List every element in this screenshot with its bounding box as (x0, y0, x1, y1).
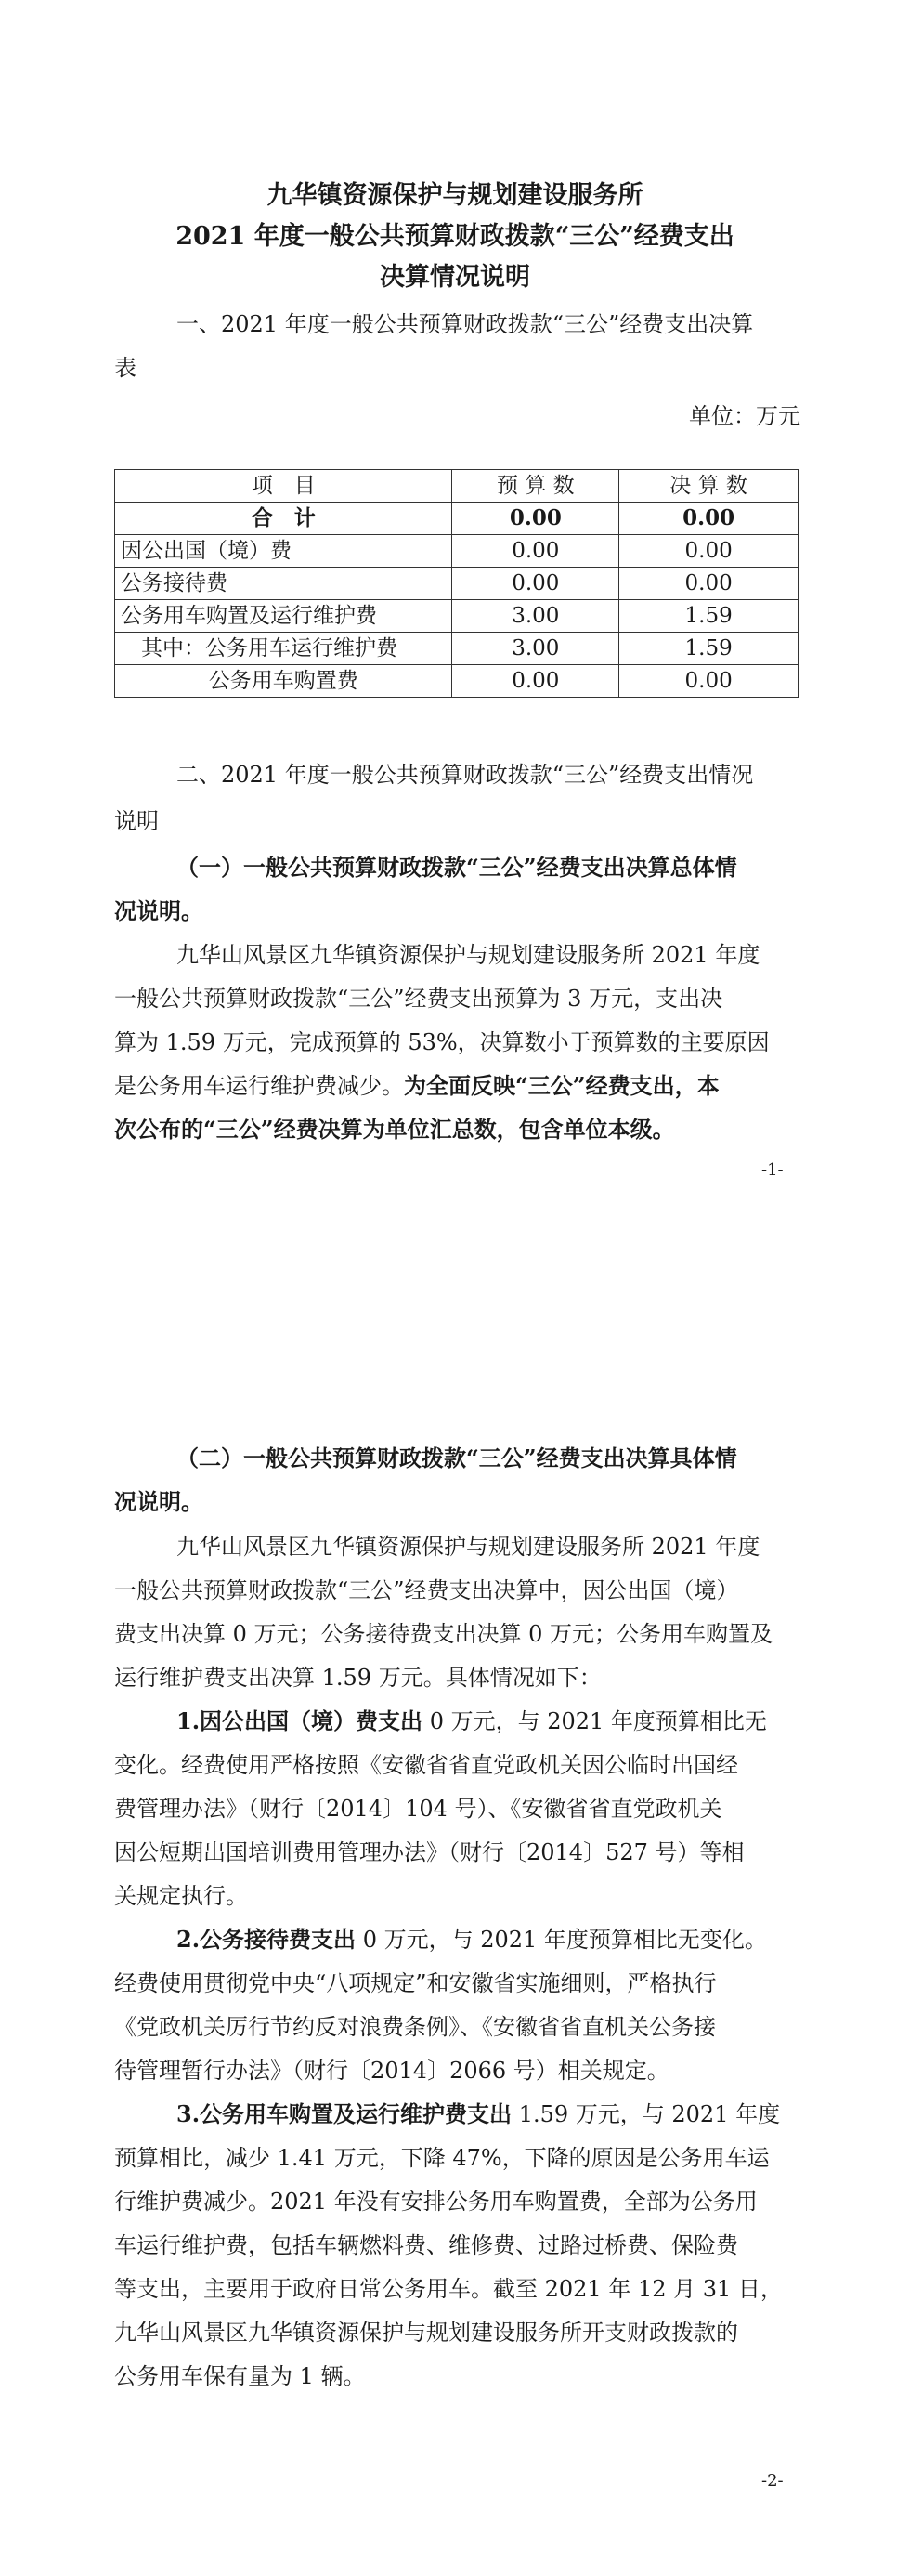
intro-line: 一般公共预算财政拨款“三公”经费支出决算中，因公出国（境） (114, 1577, 739, 1603)
item1-first-line (176, 1700, 808, 1743)
sub1-body-line: 一般公共预算财政拨款“三公”经费支出预算为 3 万元，支出决 (114, 986, 723, 1012)
doc-title-line-2: 2021 年度一般公共预算财政拨款“三公”经费支出 (176, 222, 734, 251)
table-row (115, 503, 799, 535)
item3-first-line (176, 2093, 808, 2136)
row-budget: 3.00 (452, 600, 619, 633)
sub1-heading: （一）一般公共预算财政拨款“三公”经费支出决算总体情 (176, 854, 737, 881)
item3-line: 车运行维护费，包括车辆燃料费、维修费、过路过桥费、保险费 (114, 2232, 738, 2258)
table-row (115, 600, 799, 633)
item1-first-text: 0 万元，与 2021 年度预算相比无 (422, 1708, 767, 1734)
row-budget: 0.00 (452, 568, 619, 600)
row-budget: 3.00 (452, 633, 619, 665)
sub1-body-bold-line: 次公布的“三公”经费决算为单位汇总数，包含单位本级。 (114, 1116, 675, 1143)
intro-line: 九华山风景区九华镇资源保护与规划建设服务所 2021 年度 (176, 1534, 760, 1560)
item3-label: 3.公务用车购置及运行维护费支出 (176, 2100, 513, 2127)
header-final: 决 算 数 (619, 470, 799, 503)
row-item: 因公出国（境）费 (115, 535, 452, 568)
header-item: 项 目 (115, 470, 452, 503)
section2-heading-cont: 说明 (114, 808, 159, 834)
section1-heading-cont: 表 (114, 355, 136, 381)
item1-line: 关规定执行。 (114, 1883, 248, 1909)
row-budget: 0.00 (452, 665, 619, 698)
item3-first-text: 1.59 万元，与 2021 年度 (512, 2101, 781, 2127)
item3-line: 预算相比，减少 1.41 万元，下降 47%，下降的原因是公务用车运 (114, 2145, 770, 2171)
row-final: 1.59 (619, 633, 799, 665)
item3-line: 等支出，主要用于政府日常公务用车。截至 2021 年 12 月 31 日， (114, 2276, 783, 2302)
item3-line: 行维护费减少。2021 年没有安排公务用车购置费，全部为公务用 (114, 2189, 758, 2215)
sub1-heading-cont: 况说明。 (114, 897, 203, 924)
item2-line: 《党政机关厉行节约反对浪费条例》、《安徽省省直机关公务接 (114, 2014, 716, 2040)
row-budget: 0.00 (452, 535, 619, 568)
table-row (115, 633, 799, 665)
sub1-body-line-mixed (114, 1065, 801, 1107)
sub1-body-bold: 为全面反映“三公”经费支出，本 (404, 1072, 720, 1099)
intro-line: 运行维护费支出决算 1.59 万元。具体情况如下： (114, 1665, 602, 1691)
row-final: 0.00 (619, 568, 799, 600)
row-item: 其中：公务用车运行维护费 (115, 633, 452, 665)
sub1-body-line: 算为 1.59 万元，完成预算的 53%，决算数小于预算数的主要原因 (114, 1029, 770, 1055)
item1-line: 因公短期出国培训费用管理办法》（财行〔2014〕527 号）等相 (114, 1839, 745, 1865)
row-final: 1.59 (619, 600, 799, 633)
doc-title-line-1: 九华镇资源保护与规划建设服务所 (266, 181, 644, 210)
sub2-heading: （二）一般公共预算财政拨款“三公”经费支出决算具体情 (176, 1445, 737, 1471)
page-number-1: -1- (761, 1160, 784, 1180)
row-final: 0.00 (619, 665, 799, 698)
item2-line: 待管理暂行办法》（财行〔2014〕2066 号）相关规定。 (114, 2058, 670, 2084)
sub1-body-text: 是公务用车运行维护费减少。 (114, 1073, 404, 1099)
table-row (115, 665, 799, 698)
intro-line: 费支出决算 0 万元；公务接待费支出决算 0 万元；公务用车购置及 (114, 1621, 774, 1647)
item2-first-line (176, 1918, 808, 1961)
sangong-table (114, 469, 799, 698)
row-item: 公务用车购置费 (115, 665, 452, 698)
row-budget: 0.00 (452, 503, 619, 535)
item2-line: 经费使用贯彻党中央“八项规定”和安徽省实施细则，严格执行 (114, 1970, 717, 1996)
item2-label: 2.公务接待费支出 (176, 1926, 357, 1953)
doc-title-line-3: 决算情况说明 (380, 263, 530, 292)
page-number-2: -2- (761, 2471, 784, 2491)
row-item: 公务用车购置及运行维护费 (115, 600, 452, 633)
row-final: 0.00 (619, 535, 799, 568)
header-budget: 预 算 数 (452, 470, 619, 503)
table-header-row (115, 470, 799, 503)
row-item: 公务接待费 (115, 568, 452, 600)
row-item: 合 计 (115, 503, 452, 535)
item2-first-text: 0 万元，与 2021 年度预算相比无变化。 (356, 1927, 767, 1953)
sub2-heading-cont: 况说明。 (114, 1488, 203, 1515)
item3-line: 公务用车保有量为 1 辆。 (114, 2363, 366, 2389)
table-row (115, 568, 799, 600)
item1-line: 变化。经费使用严格按照《安徽省省直党政机关因公临时出国经 (114, 1752, 738, 1778)
item3-line: 九华山风景区九华镇资源保护与规划建设服务所开支财政拨款的 (114, 2320, 738, 2346)
item1-line: 费管理办法》（财行〔2014〕104 号）、《安徽省省直党政机关 (114, 1796, 722, 1822)
unit-label: 单位：万元 (689, 403, 800, 429)
section2-heading: 二、2021 年度一般公共预算财政拨款“三公”经费支出情况 (176, 762, 754, 788)
item1-label: 1.因公出国（境）费支出 (176, 1707, 423, 1734)
row-final: 0.00 (619, 503, 799, 535)
section1-heading: 一、2021 年度一般公共预算财政拨款“三公”经费支出决算 (176, 311, 754, 337)
sub1-body-line: 九华山风景区九华镇资源保护与规划建设服务所 2021 年度 (176, 942, 760, 968)
table-row (115, 535, 799, 568)
